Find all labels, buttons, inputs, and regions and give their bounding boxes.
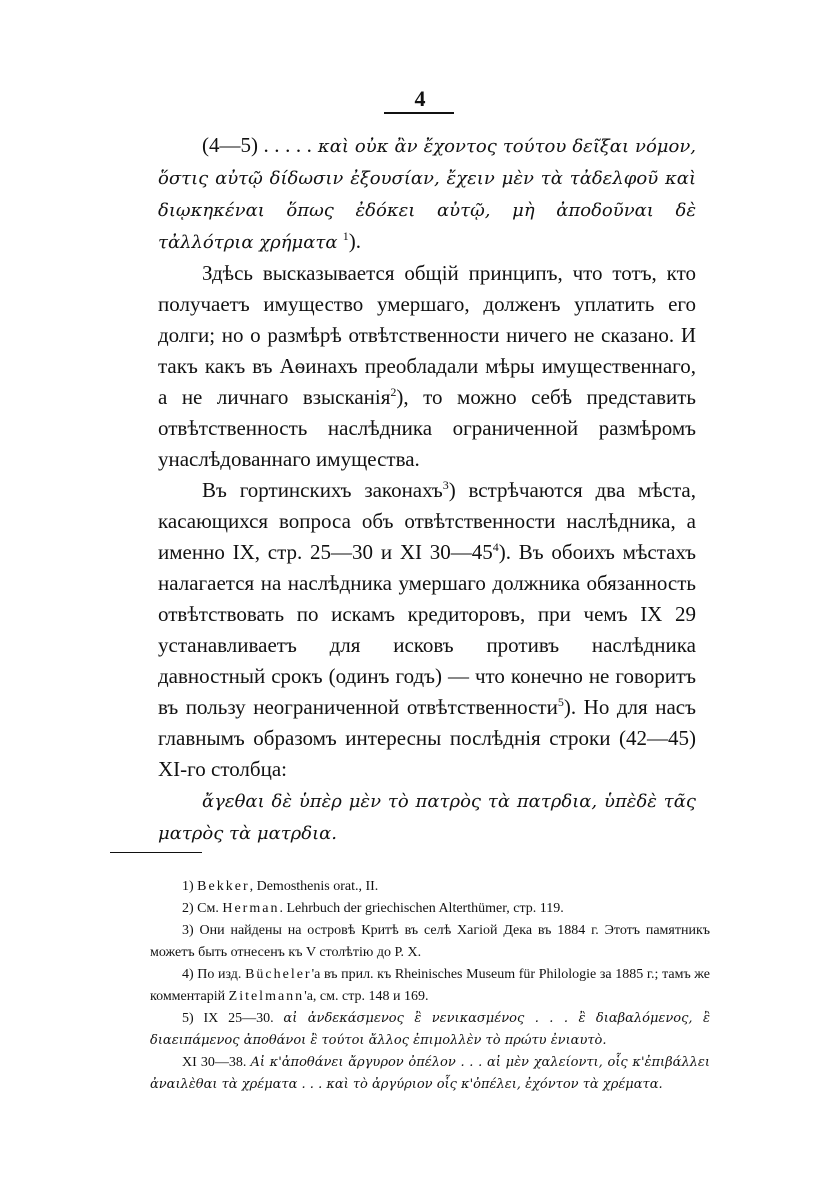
footnote-3 xyxy=(150,920,710,964)
footnote-rule xyxy=(110,852,202,853)
fn5b-num: XI 30—38. xyxy=(182,1055,247,1070)
p3-text-c: ). Въ обоихъ мѣстахъ налагается на наслѣдника умершаго должника обязанность отвѣтствовать по искамъ кредиторовъ, при чемъ IX 29 устанавливаетъ для исковъ противъ наслѣдника давностный срокъ (одинъ годъ) — что конечно не говоритъ въ пользу неограниченной отвѣтственности xyxy=(158,540,696,719)
p2-text-b: ), то можно себѣ представить отвѣтственность наслѣдника ограниченной размѣромъ унаслѣдованнаго имущества. xyxy=(158,385,697,471)
footnote-5b xyxy=(150,1052,710,1096)
footnote-marker-2: 2 xyxy=(390,385,397,399)
footnote-marker-3: 3 xyxy=(442,478,449,492)
fn4-author2: Zitelmann xyxy=(228,989,305,1004)
footnote-1 xyxy=(150,876,710,898)
fn5-num: 5) IX 25—30. xyxy=(182,1011,274,1026)
fn5b-greek: Αἰ κ'ἀποθάνει ἄργυρον ὀπέλον . . . αἰ μὲν χαλείοντι, οἷς κ'ἐπιβάλλει ἀναιλὲθαι τὰ χρέματα . . . καὶ τὸ ἀργύριον οἷς κ'ὀπέλει, ἐχόντον τὰ χρέματα. xyxy=(150,1055,710,1092)
footnotes xyxy=(150,876,710,1096)
fn2-num: 2) См. xyxy=(182,901,219,916)
p3-text-b: ) встрѣчаются два мѣста, касающихся вопроса объ отвѣтственности наслѣдника, а именно IX, стр. 25—30 и XI 30—45 xyxy=(158,478,696,564)
main-text xyxy=(158,130,696,849)
footnote-5 xyxy=(150,1008,710,1052)
fn1-author: Bekker xyxy=(197,879,250,894)
footnote-marker-1: 1 xyxy=(342,229,349,243)
fn2-author: Herman xyxy=(222,901,280,916)
page-number: 4 xyxy=(414,86,426,111)
greek-text: καὶ οὐκ ἂν ἔχοντος τούτου δεῖξαι νόμον, ὅστις αὐτῷ δίδωσιν ἐξουσίαν, ἔχειν μὲν τὰ τἀδελφοῦ καὶ διῳκηκέναι ὅπως ἐδόκει αὐτῷ, μὴ ἀποδοῦναι δὲ τἀλλότρια χρήματα xyxy=(158,136,696,253)
fn1-num: 1) xyxy=(182,879,194,894)
fn1-text: , Demosthenis orat., II. xyxy=(249,879,379,894)
greek-ref: (4—5) . . . . . xyxy=(202,133,312,157)
p3-text-d: ). Но для насъ главнымъ образомъ интересны послѣднія строки (42—45) XI-го столбца: xyxy=(158,695,696,781)
fn4-a: 4) По изд. xyxy=(182,967,242,982)
p2-text-a: Здѣсь высказывается общій принципъ, что тотъ, кто получаетъ имущество умершаго, долженъ уплатить его долги; но о размѣрѣ отвѣтственности ничего не сказано. И такъ какъ въ Аѳинахъ преобладали мѣры имущественнаго, а не личнаго взысканія xyxy=(158,261,696,409)
greek-text-2: ἄγεθαι δὲ ὑπὲρ μὲν τὸ πατρὸς τὰ πατρδια, ὑπὲδὲ τᾶς ματρὸς τὰ ματρδια. xyxy=(158,791,696,844)
p3-text-a: Въ гортинскихъ законахъ xyxy=(202,478,443,502)
paragraph-greek-quote-1 xyxy=(158,130,696,258)
greek-end: ). xyxy=(348,229,361,253)
fn5-greek: αἰ ἀνδεκάσμενος ἒ νενικασμένος . . . ἒ διαβαλόμενος, ἒ διαειπάμενος ἀποθάνοι ἒ τούτοι ἄλλος ἐπιμολλὲν τὸ πρώτυ ἐνιαυτὸ. xyxy=(150,1011,710,1048)
fn3-text: 3) Они найдены на островѣ Критѣ въ селѣ Хагіой Дека въ 1884 г. Этотъ памятникъ можетъ быть отнесенъ къ V столѣтію до Р. Х. xyxy=(150,923,710,960)
footnote-marker-4: 4 xyxy=(492,540,499,554)
page-number-rule xyxy=(384,112,454,114)
paragraph-3 xyxy=(158,475,696,785)
paragraph-2 xyxy=(158,258,696,475)
footnote-marker-5: 5 xyxy=(557,695,564,709)
paragraph-greek-quote-2 xyxy=(158,785,696,849)
fn4-c: 'a, см. стр. 148 и 169. xyxy=(304,989,429,1004)
footnote-4 xyxy=(150,964,710,1008)
fn2-text: . Lehrbuch der griechischen Alterthümer, стр. 119. xyxy=(279,901,564,916)
fn4-author1: Bücheler xyxy=(245,967,312,982)
fn4-b: 'а въ прил. къ Rheinisches Museum für Philologie за 1885 г.; тамъ же комментарій xyxy=(150,967,711,1004)
footnote-2 xyxy=(150,898,710,920)
